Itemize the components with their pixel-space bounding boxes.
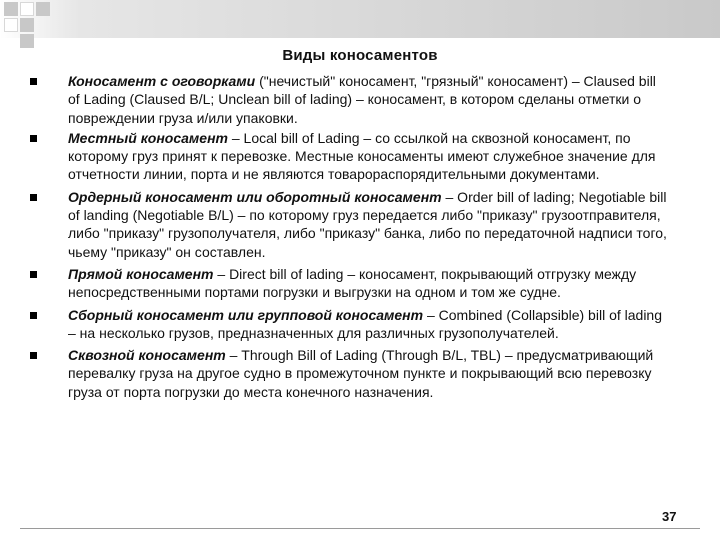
item-text: – Order bill of lading; Negotiable bill of landing (Negotiable B/L) – по которому груз передается либо "приказу" грузоотправителя, либо "приказу" грузополучателя, либо "приказу" банка, либо по передаточной надписи того, чьему "приказу" он составлен. [68,188,667,260]
item-term: Прямой коносамент [68,265,214,282]
decor-square [20,2,34,16]
item-term: Сквозной коносамент [68,347,226,364]
decor-square [20,34,34,48]
decor-square [20,18,34,32]
list-item [30,265,670,302]
list-item [30,188,670,261]
item-text: – Direct bill of lading – коносамент, покрывающий отгрузку между непосредственными портами погрузки и выгрузки на одном и том же судне. [68,265,637,301]
item-term: Ордерный коносамент или оборотный коносамент [68,188,442,205]
item-text: – Through Bill of Lading (Through B/L, TBL) – предусматривающий перевалку груза на другое судно в промежуточном пункте и покрывающий всю перевозку груза от порта погрузки до места конечного назначения. [68,347,654,400]
page-title: Виды коносаментов [282,47,438,64]
bullet-square-icon [30,194,37,201]
bullet-square-icon [30,312,37,319]
item-text: – Local bill of Lading – со ссылкой на сквозной коносамент, по которому груз принят к перевозке. Местные коносаменты имеют служебное значение для отчетности линии, порта и не являются товарораспорядительными документами. [68,129,656,183]
item-term: Коносамент с оговорками [68,73,256,89]
item-text: – Combined (Collapsible) bill of lading – на несколько грузов, предназначенных для различных грузополучателей. [68,306,662,341]
bullet-list [30,72,670,401]
item-term: Сборный коносамент или групповой коносамент [68,306,424,323]
item-term: Местный коносамент [68,129,228,146]
page-number: 37 [662,509,677,524]
bullet-square-icon [30,78,37,85]
list-item [30,72,670,127]
decor-square [4,2,18,16]
decor-square [36,2,50,16]
item-text: ("нечистый" коносамент, "грязный" коносамент) – Claused bill of Lading (Claused B/L; Unclean bill of lading) – коносамент, в котором сделаны отметки о повреждении груза и/или упаковки. [68,73,656,126]
bullet-square-icon [30,352,37,359]
list-item [30,306,670,343]
footer-divider [20,528,700,529]
bullet-square-icon [30,271,37,278]
list-item [30,129,670,184]
header-band [0,0,720,38]
decor-square [4,18,18,32]
bullet-square-icon [30,135,37,142]
list-item [30,346,670,401]
